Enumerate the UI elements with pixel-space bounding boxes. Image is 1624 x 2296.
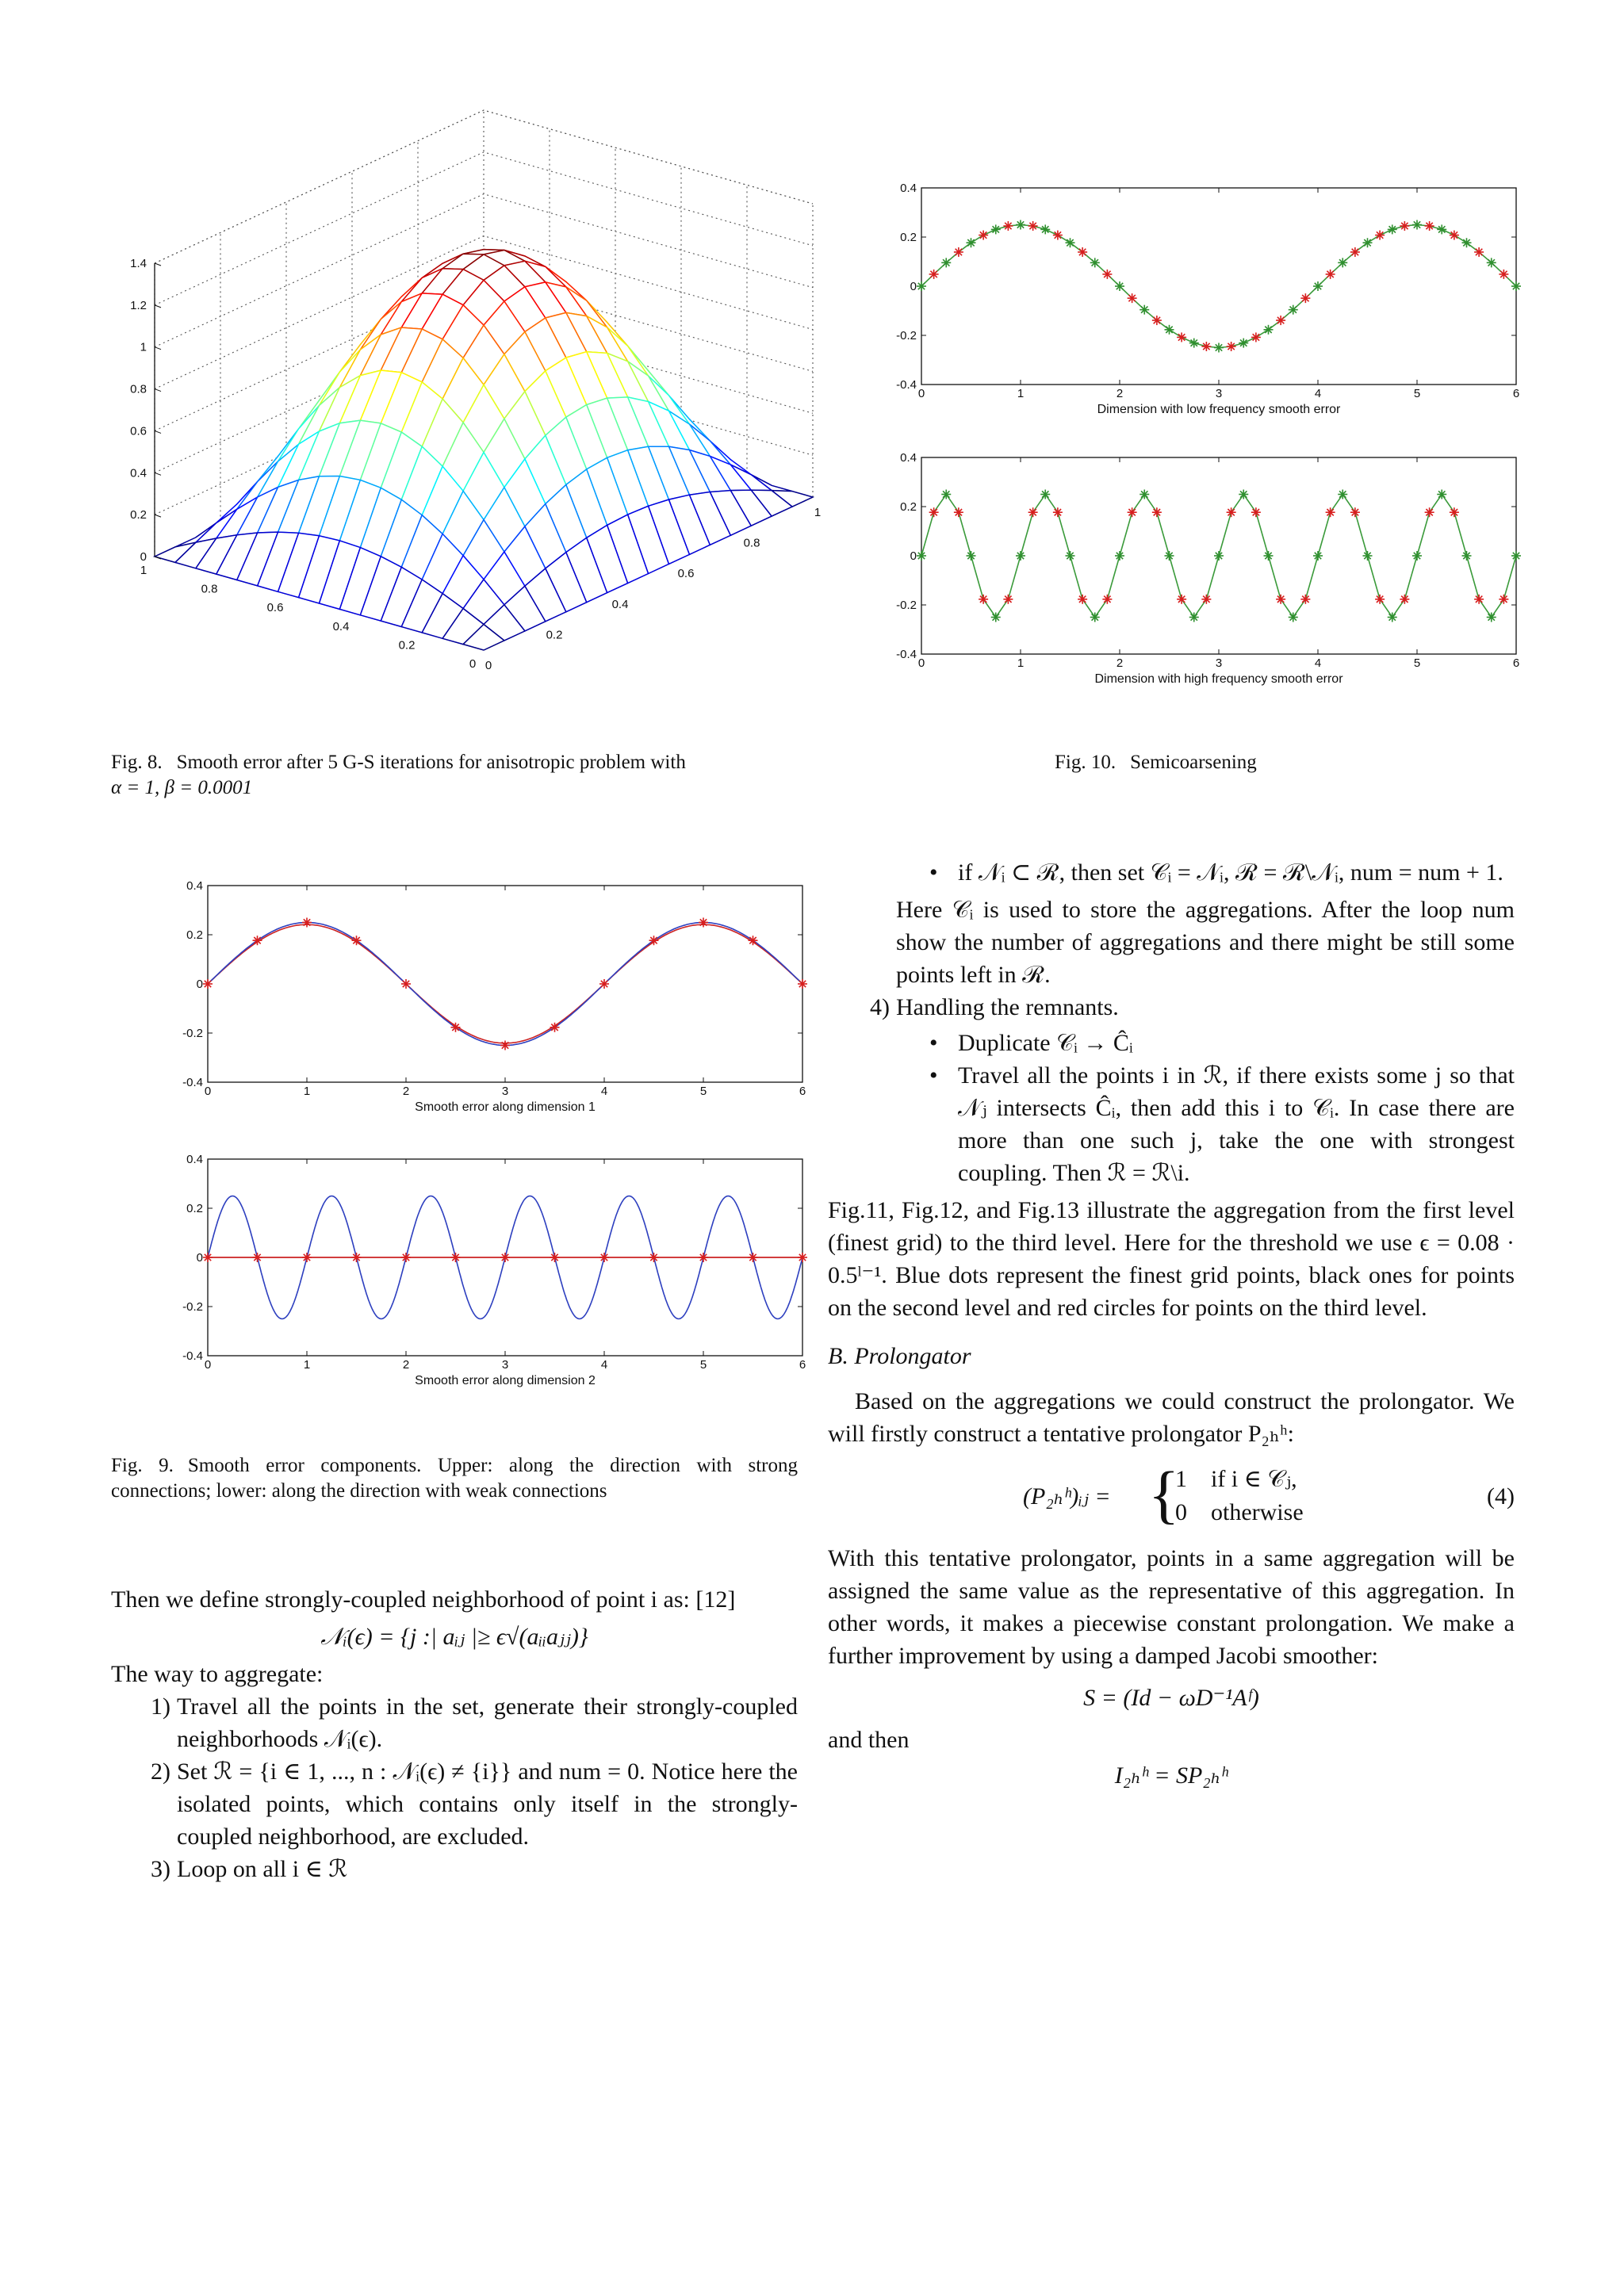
data-point-star: [917, 281, 926, 291]
data-point-star: [1474, 247, 1484, 257]
data-point-star: [649, 936, 659, 945]
y-tick-label: 0.6: [266, 601, 284, 615]
x-tick-label: 4: [1314, 656, 1322, 670]
x-tick-label: 0.4: [611, 597, 629, 611]
data-point-star: [1201, 595, 1211, 604]
data-point-star: [550, 1023, 560, 1032]
data-point-star: [302, 1253, 312, 1262]
data-point-star: [1462, 238, 1472, 247]
data-point-star: [699, 1253, 708, 1262]
y-tick-label: 0.4: [186, 879, 203, 893]
data-point-star: [1437, 490, 1446, 499]
step-4-number: 4): [870, 994, 890, 1020]
data-point-star: [1326, 507, 1335, 517]
y-tick-label: 0: [469, 657, 477, 671]
paragraph-then-define: Then we define strongly-coupled neighborhood of point i as: [12]: [111, 1586, 736, 1613]
data-point-star: [929, 507, 939, 517]
y-tick-label: 0.2: [900, 500, 917, 514]
z-tick-label: 0: [140, 550, 147, 564]
y-tick-label: 0: [910, 549, 917, 563]
x-tick-label: 0.2: [546, 628, 563, 642]
data-point-star: [941, 258, 951, 267]
step-2-text: Set ℛ = {i ∈ 1, ..., n : 𝒩ᵢ(ϵ) ≠ {i}} and num = 0. Notice here the isolated points, which contains only itself in the strongly-coupled neighborhood, are excluded.: [177, 1758, 798, 1850]
y-tick-label: 0.8: [201, 582, 218, 596]
y-tick-label: 0.4: [900, 182, 917, 195]
data-point-star: [1511, 281, 1521, 291]
data-point-star: [1201, 342, 1211, 351]
step-1-text: Travel all the points in the set, generate their strongly-coupled neighborhoods 𝒩ᵢ(ϵ).: [177, 1693, 798, 1752]
figure-9-caption-text: Smooth error components. Upper: along the direction with strong connections; lower: along the direction with weak connections: [111, 1455, 798, 1502]
step-2-number: 2): [151, 1758, 170, 1785]
figure-10-lower-chart: [888, 448, 1538, 702]
z-tick: [155, 263, 161, 266]
data-point-star: [352, 1253, 362, 1262]
data-point-star: [1066, 551, 1075, 561]
x-tick-label: 0.6: [677, 567, 695, 581]
data-point-star: [302, 918, 312, 928]
data-point-star: [203, 979, 213, 989]
x-tick-label: 0: [917, 387, 925, 400]
data-point-star: [253, 936, 262, 945]
x-tick-label: 6: [1512, 387, 1520, 400]
x-tick-label: 2: [402, 1085, 410, 1098]
data-point-star: [1189, 613, 1199, 622]
data-point-star: [1264, 325, 1274, 335]
data-point-star: [1115, 281, 1124, 291]
x-tick-label: 1: [814, 506, 822, 519]
x-tick-label: 3: [501, 1358, 509, 1372]
step-3-text: Loop on all i ∈ ℛ: [177, 1856, 348, 1882]
data-point-star: [401, 979, 411, 989]
data-point-star: [1139, 305, 1149, 315]
data-point-star: [917, 551, 926, 561]
z-tick-label: 0.8: [130, 382, 147, 396]
equation-4-case-2: 0 otherwise: [1175, 1499, 1304, 1525]
data-point-star: [1115, 551, 1124, 561]
x-tick-label: 1: [303, 1085, 311, 1098]
paragraph-with-this: With this tentative prolongator, points in a same aggregation will be assigned the same value as the representative of this aggregation. In other words, it makes a piecewise constant prolongation. We make a further improvement by using a damped Jacobi smoother:: [828, 1545, 1515, 1669]
data-point-star: [954, 247, 963, 257]
data-point-star: [1264, 551, 1274, 561]
x-tick-label: 6: [799, 1085, 806, 1098]
equation-neighborhood: 𝒩ᵢ(ϵ) = {j :| aᵢⱼ |≥ ϵ√(aᵢᵢaⱼⱼ)}: [320, 1624, 588, 1650]
y-tick-label: -0.2: [896, 329, 917, 342]
data-point-star: [1462, 551, 1472, 561]
data-point-star: [649, 1253, 659, 1262]
z-tick-label: 1.4: [130, 257, 147, 270]
data-point-star: [451, 1253, 461, 1262]
data-point-star: [1177, 595, 1186, 604]
equation-4-lhs: (P₂ₕʰ)ᵢⱼ =: [1023, 1483, 1111, 1510]
x-tick-label: 5: [1413, 387, 1421, 400]
data-point-star: [1363, 238, 1373, 247]
x-tick-label: 6: [1512, 656, 1520, 670]
data-point-star: [954, 507, 963, 517]
data-point-star: [1165, 551, 1174, 561]
data-point-star: [1338, 258, 1347, 267]
data-point-star: [1425, 221, 1434, 231]
y-tick-label: 0.4: [186, 1153, 203, 1166]
data-point-star: [991, 613, 1001, 622]
data-point-star: [1375, 595, 1385, 604]
x-tick-label: 5: [699, 1358, 707, 1372]
z-tick-label: 0.6: [130, 424, 147, 438]
data-point-star: [1028, 221, 1038, 231]
data-point-star: [1474, 595, 1484, 604]
y-tick-label: 0.2: [186, 928, 203, 942]
data-point-star: [1499, 270, 1508, 279]
data-point-star: [1251, 507, 1261, 517]
data-point-star: [1090, 613, 1100, 622]
data-point-star: [1189, 339, 1199, 348]
data-point-star: [1227, 342, 1236, 351]
data-point-star: [1165, 325, 1174, 335]
data-point-star: [979, 595, 988, 604]
z-tick-label: 0.2: [130, 508, 147, 522]
data-point-star: [967, 238, 976, 247]
figure-9-caption: [111, 1453, 798, 1504]
y-tick-label: 0: [910, 280, 917, 293]
equation-prolongator: I₂ₕʰ = SP₂ₕʰ: [1114, 1762, 1228, 1789]
y-tick-label: 0.4: [332, 619, 350, 633]
data-point-star: [1276, 316, 1285, 325]
data-point-star: [451, 1023, 461, 1032]
x-tick-label: 1: [1017, 656, 1025, 670]
data-point-star: [749, 1253, 758, 1262]
data-point-star: [1350, 247, 1360, 257]
data-point-star: [1028, 507, 1038, 517]
y-tick-label: -0.2: [896, 599, 917, 612]
data-point-star: [1214, 343, 1224, 353]
y-tick-label: 0.2: [186, 1202, 203, 1215]
data-point-star: [1400, 595, 1409, 604]
x-tick-label: 3: [1215, 656, 1223, 670]
x-tick-label: 0.8: [743, 536, 760, 550]
data-point-star: [1040, 224, 1050, 234]
x-tick-label: 3: [1215, 387, 1223, 400]
figure-10-caption-label: Fig. 10.: [1055, 752, 1116, 773]
x-tick-label: 1: [303, 1358, 311, 1372]
paragraph-based-on: Based on the aggregations we could construct the prolongator. We will firstly construct a tentative prolongator P₂ₕʰ:: [828, 1388, 1515, 1447]
data-point-star: [1487, 613, 1496, 622]
figure-10-caption-text: Semicoarsening: [1130, 752, 1257, 773]
x-tick-label: 3: [501, 1085, 509, 1098]
data-point-star: [550, 1253, 560, 1262]
x-tick-label: 5: [1413, 656, 1421, 670]
data-point-star: [500, 1253, 510, 1262]
x-axis-label: Dimension with high frequency smooth error: [1094, 672, 1343, 686]
data-point-star: [1388, 224, 1397, 234]
data-point-star: [1412, 551, 1422, 561]
data-point-star: [1400, 221, 1409, 231]
paragraph-and-then: and then: [828, 1727, 910, 1753]
z-tick-label: 1.2: [130, 298, 147, 312]
z-tick-label: 1: [140, 340, 147, 354]
z-tick: [155, 305, 161, 308]
data-point-star: [1152, 316, 1162, 325]
figure-10-upper-chart: [888, 178, 1538, 432]
figure-8-caption-math: α = 1, β = 0.0001: [111, 777, 253, 798]
y-tick-label: -0.2: [182, 1027, 203, 1040]
x-axis-label: Smooth error along dimension 2: [415, 1374, 596, 1387]
data-point-star: [749, 936, 758, 945]
z-tick: [155, 473, 161, 475]
data-point-star: [1139, 490, 1149, 499]
y-tick-label: -0.4: [896, 648, 917, 661]
data-point-star: [1090, 258, 1100, 267]
paragraph-way-to-aggregate: The way to aggregate:: [111, 1661, 324, 1687]
data-point-star: [1078, 247, 1087, 257]
data-point-star: [941, 490, 951, 499]
x-tick-label: 0: [917, 656, 925, 670]
data-point-star: [1276, 595, 1285, 604]
data-point-star: [1128, 507, 1137, 517]
data-point-star: [1326, 270, 1335, 279]
data-point-star: [1152, 507, 1162, 517]
data-point-star: [1128, 293, 1137, 303]
plot-frame: [208, 886, 802, 1082]
figure-8-caption: [111, 750, 798, 801]
data-point-star: [929, 270, 939, 279]
data-point-star: [991, 224, 1001, 234]
step-1-number: 1): [151, 1693, 170, 1720]
data-point-star: [1499, 595, 1508, 604]
y-tick-label: 0.2: [398, 638, 416, 652]
data-point-star: [1239, 490, 1248, 499]
figure-8-caption-label: Fig. 8.: [111, 752, 163, 773]
x-axis-label: Smooth error along dimension 1: [415, 1100, 596, 1114]
figure-9-upper-chart: [174, 876, 825, 1130]
data-point-star: [1053, 231, 1063, 240]
x-tick-label: 6: [799, 1358, 806, 1372]
y-tick-label: 1: [140, 564, 147, 577]
step-3-number: 3): [151, 1856, 170, 1882]
z-tick: [155, 430, 161, 433]
data-point-star: [1016, 551, 1025, 561]
data-point-star: [203, 1253, 213, 1262]
data-point-star: [798, 979, 807, 989]
data-point-star: [1437, 224, 1446, 234]
paragraph-fig11: Fig.11, Fig.12, and Fig.13 illustrate the aggregation from the first level (finest grid) to the third level. Here for the threshold we use ϵ = 0.08 · 0.5ˡ⁻¹. Blue dots represent the finest grid points, black ones for points on the second level and red circles for points on the third level.: [828, 1197, 1515, 1321]
step-4-text: Handling the remnants.: [896, 994, 1119, 1020]
data-point-star: [1289, 305, 1298, 315]
data-point-star: [699, 918, 708, 928]
data-point-star: [253, 1253, 262, 1262]
data-point-star: [1313, 281, 1323, 291]
data-point-star: [500, 1041, 510, 1050]
surface-mesh: [155, 250, 813, 650]
x-axis-label: Dimension with low frequency smooth error: [1097, 403, 1341, 416]
data-point-star: [1300, 595, 1310, 604]
data-point-star: [1388, 613, 1397, 622]
data-point-star: [1511, 551, 1521, 561]
x-tick-label: 4: [600, 1085, 608, 1098]
data-point-star: [1102, 270, 1112, 279]
paragraph-here: Here 𝒞ᵢ is used to store the aggregations. After the loop num show the number of aggregations and there might be still some points left in ℛ.: [896, 897, 1515, 988]
data-point-star: [1177, 332, 1186, 342]
figure-9-lower-chart: [174, 1150, 825, 1403]
data-point-star: [599, 1253, 609, 1262]
equation-4-brace: {: [1148, 1458, 1180, 1530]
x-tick-label: 0: [485, 659, 492, 672]
left-column-text: [111, 1583, 798, 1885]
data-point-star: [1313, 551, 1323, 561]
y-tick-label: -0.4: [182, 1076, 203, 1089]
data-point-star: [1487, 258, 1496, 267]
z-tick-label: 0.4: [130, 466, 147, 480]
equation-smoother: S = (Id − ωD⁻¹Aᶠ): [1083, 1685, 1259, 1711]
section-title-prolongator: B. Prolongator: [828, 1343, 971, 1369]
equation-4-number: (4): [1487, 1483, 1515, 1510]
x-tick-label: 4: [1314, 387, 1322, 400]
data-point-star: [1350, 507, 1360, 517]
z-tick: [155, 389, 161, 392]
equation-4-case-1: 1 if i ∈ 𝒞ⱼ,: [1175, 1466, 1297, 1492]
y-tick-label: -0.2: [182, 1300, 203, 1314]
bullet-if-subset: • if 𝒩ᵢ ⊂ ℛ, then set 𝒞ᵢ = 𝒩ᵢ, ℛ = ℛ\𝒩ᵢ, num = num + 1.: [914, 856, 1515, 889]
y-tick-label: -0.4: [896, 378, 917, 392]
figure-8-surface-plot: [130, 178, 841, 694]
data-point-star: [599, 979, 609, 989]
data-point-star: [1102, 595, 1112, 604]
data-point-star: [1078, 595, 1087, 604]
z-tick: [155, 515, 161, 517]
bullet-duplicate: • Duplicate 𝒞ᵢ → Ĉᵢ: [914, 1027, 1515, 1059]
x-tick-label: 0: [204, 1085, 212, 1098]
data-point-star: [1239, 339, 1248, 348]
x-tick-label: 1: [1017, 387, 1025, 400]
x-tick-label: 0: [204, 1358, 212, 1372]
y-tick-label: 0: [196, 978, 203, 991]
data-point-star: [1053, 507, 1063, 517]
data-point-star: [1425, 507, 1434, 517]
figure-10-caption: [1055, 750, 1372, 775]
y-tick-label: 0.4: [900, 451, 917, 465]
data-point-star: [1412, 220, 1422, 230]
x-tick-label: 2: [1116, 656, 1124, 670]
y-tick-label: 0.2: [900, 231, 917, 244]
data-point-star: [967, 551, 976, 561]
data-point-star: [1363, 551, 1373, 561]
data-point-star: [1251, 332, 1261, 342]
x-tick-label: 5: [699, 1085, 707, 1098]
data-point-star: [1016, 220, 1025, 230]
x-tick-label: 2: [1116, 387, 1124, 400]
data-point-star: [1375, 231, 1385, 240]
equation-4: [828, 1458, 1515, 1534]
bullet-travel: • Travel all the points i in ℛ, if there exists some j so that 𝒩ⱼ intersects Ĉᵢ, then add this i to 𝒞ᵢ. In case there are more than one such j, take the one with strongest coupling. Then ℛ = ℛ\i.: [914, 1059, 1515, 1189]
data-point-star: [1450, 507, 1459, 517]
data-point-star: [1450, 231, 1459, 240]
x-tick-label: 2: [402, 1358, 410, 1372]
data-point-star: [1003, 221, 1013, 231]
data-point-star: [352, 936, 362, 945]
y-tick-label: -0.4: [182, 1349, 203, 1363]
data-point-star: [1214, 551, 1224, 561]
y-tick-label: 0: [196, 1251, 203, 1265]
data-point-star: [1227, 507, 1236, 517]
data-point-star: [1300, 293, 1310, 303]
x-tick-label: 4: [600, 1358, 608, 1372]
data-point-star: [1040, 490, 1050, 499]
plot-frame: [921, 188, 1516, 385]
right-column-text: [828, 856, 1515, 1792]
figure-9-caption-label: Fig. 9.: [111, 1455, 174, 1476]
data-point-star: [401, 1253, 411, 1262]
data-point-star: [1289, 613, 1298, 622]
z-tick: [155, 347, 161, 350]
figure-8-caption-text: Smooth error after 5 G-S iterations for anisotropic problem with: [176, 752, 686, 773]
data-point-star: [798, 1253, 807, 1262]
data-point-star: [979, 231, 988, 240]
data-point-star: [1003, 595, 1013, 604]
data-point-star: [1338, 490, 1347, 499]
data-point-star: [1066, 238, 1075, 247]
